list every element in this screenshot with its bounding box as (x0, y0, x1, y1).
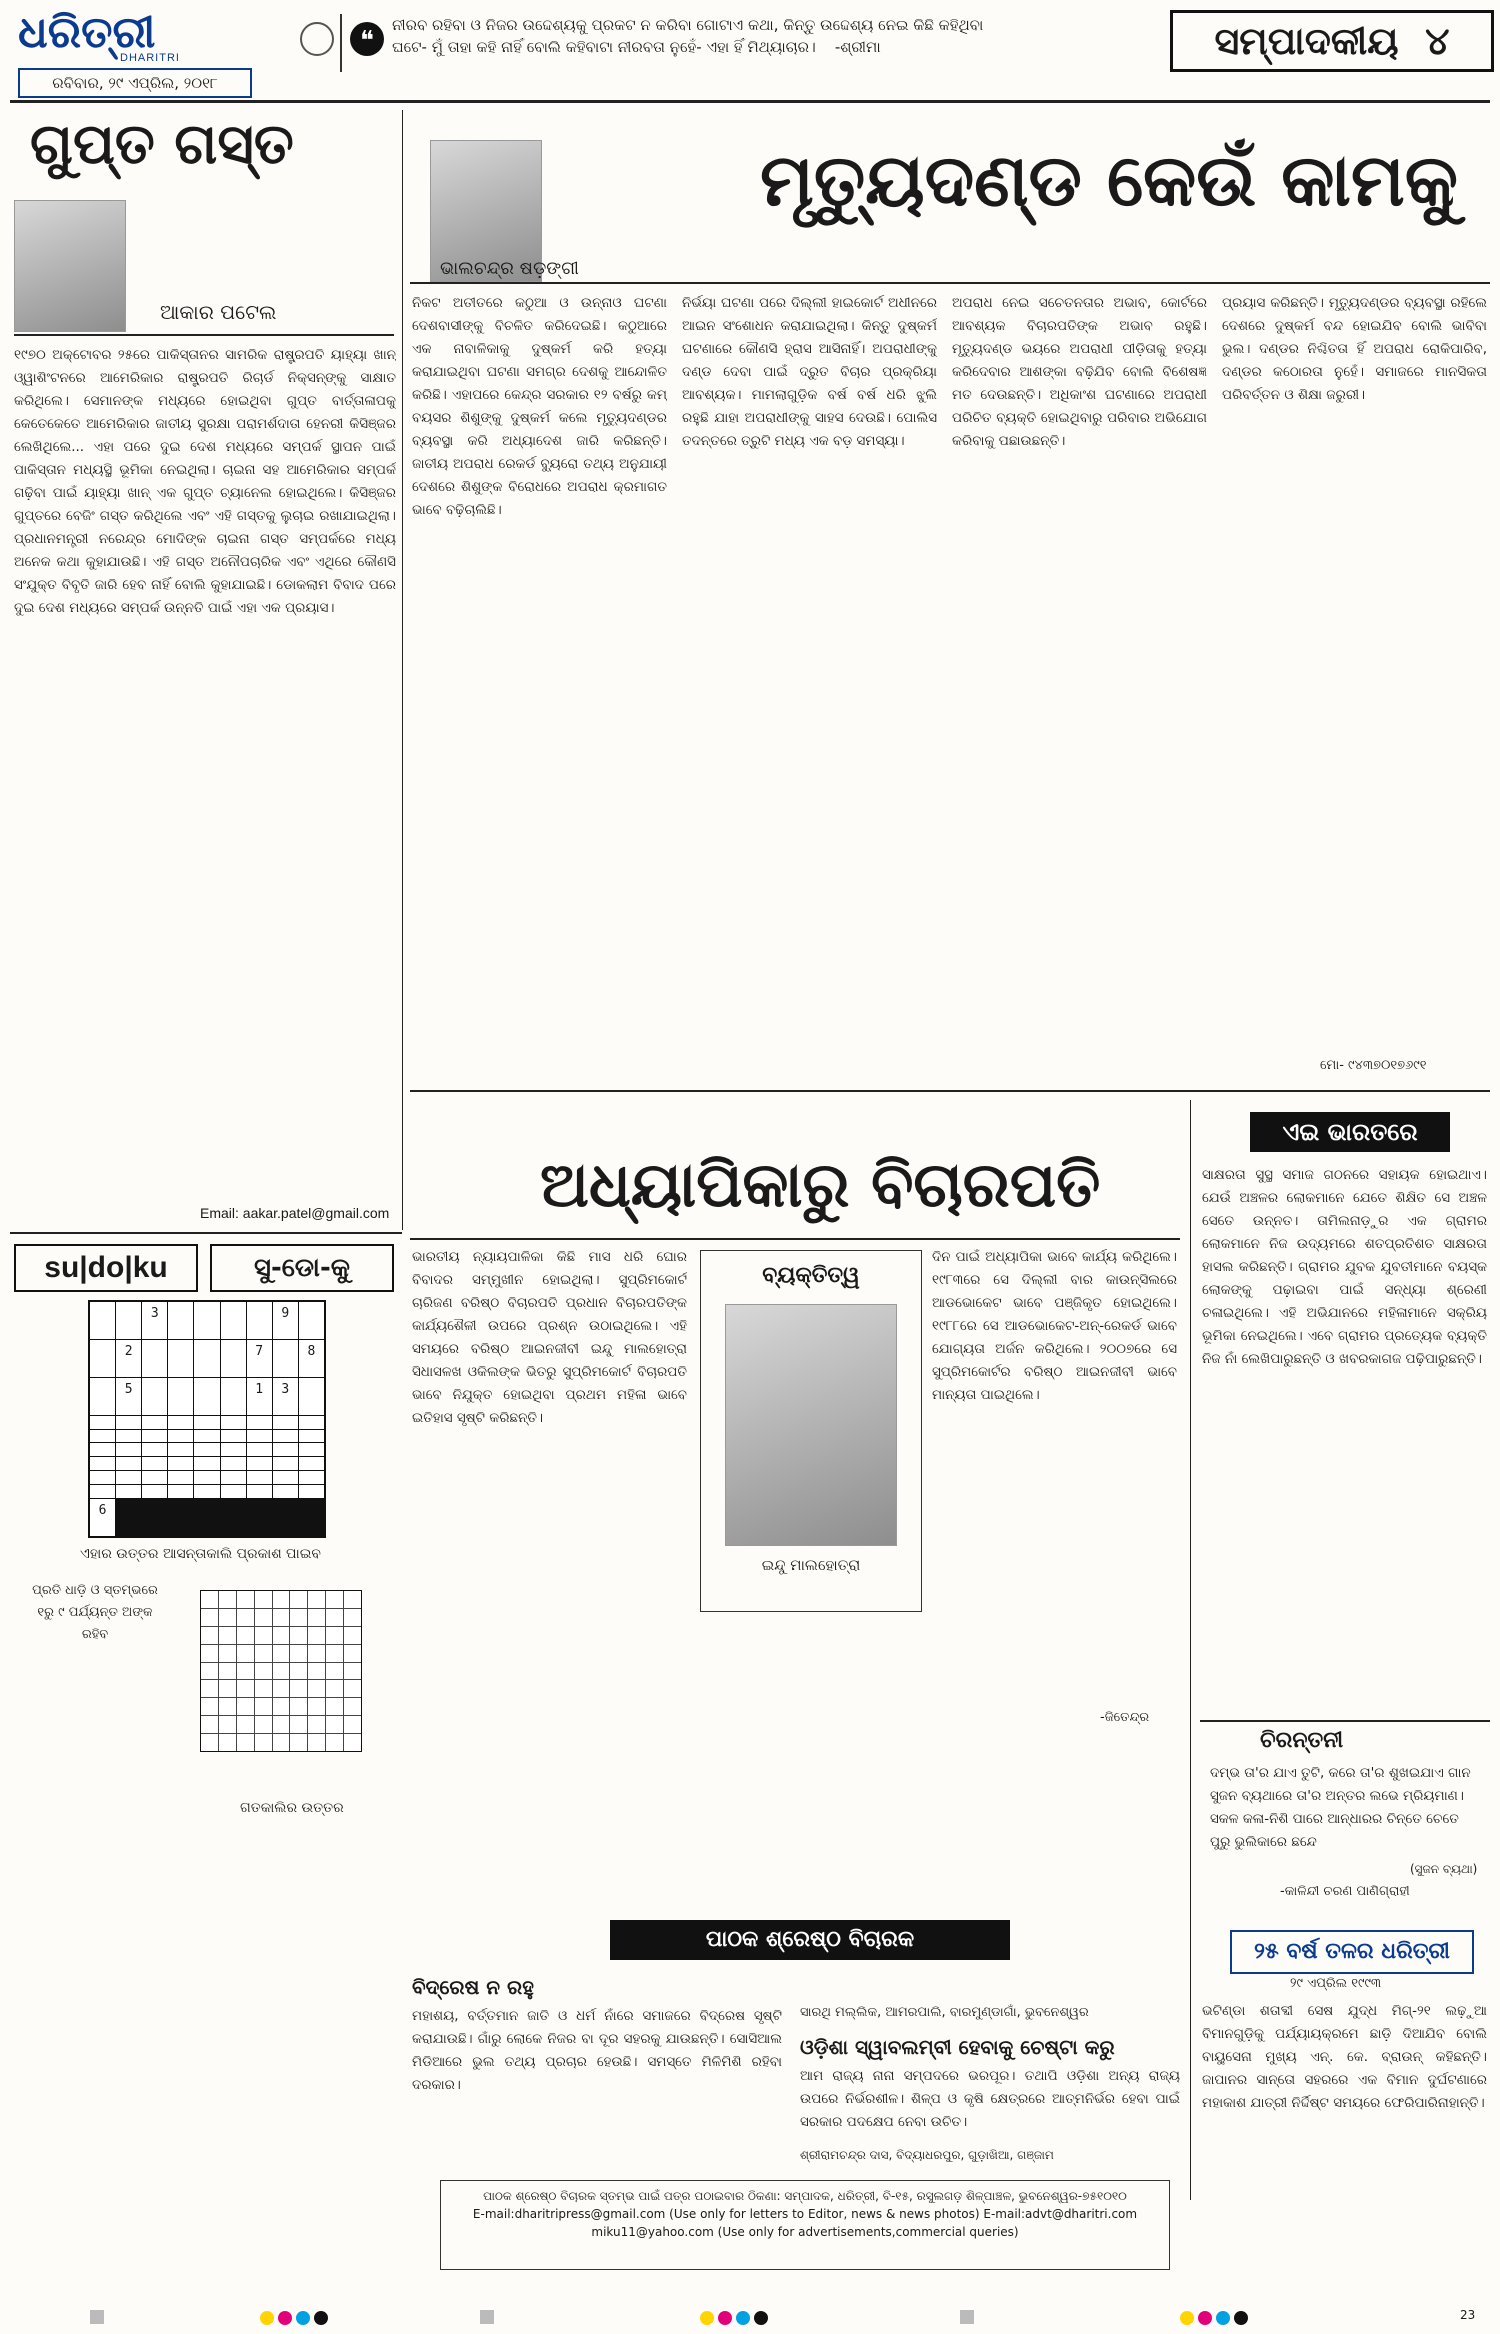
previous-answer-cell (219, 1680, 236, 1697)
letter1-body: ମହାଶୟ, ବର୍ତ୍ତମାନ ଜାତି ଓ ଧର୍ମ ନାଁରେ ସମାଜରେ ବିଦ୍ରେଷ ସୃଷ୍ଟି କରାଯାଉଛି। ଗାଁରୁ ଲୋକେ ନିଜର ବା ଦୂର ସହରକୁ ଯାଉଛନ୍ତି। ସୋସିଆଲ ମିଡିଆରେ ଭୁଲ ତଥ୍ୟ ପ୍ରଚାର ହେଉଛି। ସମସ୍ତେ ମିଳିମିଶି ରହିବା ଦରକାର। (412, 2008, 782, 2093)
previous-answer-cell (344, 1591, 361, 1608)
sudoku-cell[interactable] (168, 1302, 193, 1339)
sudoku-cell[interactable] (90, 1416, 115, 1429)
lead-col-1: ନିକଟ ଅତୀତରେ କଠୁଆ ଓ ଉନ୍ନାଓ ଘଟଣା ଦେଶବାସୀଙ୍କୁ ବିଚଳିତ କରିଦେଇଛି। କଠୁଆରେ ଏକ ନାବାଳିକାକୁ ଦୁଷ୍କର୍ମ କରି ହତ୍ୟା କରାଯାଇଥିବା ଘଟଣା ସମଗ୍ର ଦେଶକୁ ଆନ୍ଦୋଳିତ କରିଛି। ଏହାପରେ କେନ୍ଦ୍ର ସରକାର ୧୨ ବର୍ଷରୁ କମ୍ ବୟସର ଶିଶୁଙ୍କୁ ଦୁଷ୍କର୍ମ କଲେ ମୃତ୍ୟୁଦଣ୍ଡର ବ୍ୟବସ୍ଥା କରି ଅଧ୍ୟାଦେଶ ଜାରି କରିଛନ୍ତି। ଜାତୀୟ ଅପରାଧ ରେକର୍ଡ ବ୍ୟୁରୋ ତଥ୍ୟ ଅନୁଯାୟୀ ଦେଶରେ ଶିଶୁଙ୍କ ବିରୋଧରେ ଅପରାଧ କ୍ରମାଗତ ଭାବେ ବଢ଼ିଚାଲିଛି। (412, 295, 667, 518)
column-body: ୧୯୭୦ ଅକ୍ଟୋବର ୨୫ରେ ପାକିସ୍ତାନର ସାମରିକ ରାଷ୍ଟ୍ରପତି ୟାହ୍ୟା ଖାନ୍ ଓ୍ୱାଶିଂଟନରେ ଆମେରିକାର ରାଷ୍ଟ୍ରପତି ରିଚାର୍ଡ ନିକ୍ସନ୍‌ଙ୍କୁ ସାକ୍ଷାତ କରିଥିଲେ। ସେମାନଙ୍କ ମଧ୍ୟରେ ହୋଇଥିବା ଗୁପ୍ତ ବାର୍ତ୍ତାଳାପକୁ କେତେକେତେ ଆମେରିକାର ଜାତୀୟ ସୁରକ୍ଷା ପରାମର୍ଶଦାତା ହେନରୀ କିସିଞ୍ଜର ଲେଖିଥିଲେ... ଏହା ପରେ ଦୁଇ ଦେଶ ମଧ୍ୟରେ ସମ୍ପର୍କ ସ୍ଥାପନ ପାଇଁ ପାକିସ୍ତାନ ମଧ୍ୟସ୍ଥି ଭୂମିକା ନେଇଥିଲା। ଚାଇନା ସହ ଆମେରିକାର ସମ୍ପର୍କ ଗଢ଼ିବା ପାଇଁ ୟାହ୍ୟା ଖାନ୍ ଏକ ଗୁପ୍ତ ଚ୍ୟାନେଲ ହୋଇଥିଲେ। କିସିଞ୍ଜର ଗୁପ୍ତରେ ବେଜିଂ ଗସ୍ତ କରିଥିଲେ ଏବଂ ଏହି ଗସ୍ତକୁ ଲୁଚାଇ ରଖାଯାଇଥିଲା। ପ୍ରଧାନମନ୍ତ୍ରୀ ନରେନ୍ଦ୍ର ମୋଦିଙ୍କ ଚାଇନା ଗସ୍ତ ସମ୍ପର୍କରେ ମଧ୍ୟ ଅନେକ କଥା କୁହାଯାଉଛି। ଏହି ଗସ୍ତ ଅନୌପଚାରିକ ଏବଂ ଏଥିରେ କୌଣସି ସଂଯୁକ୍ତ ବିବୃତି ଜାରି ହେବ ନାହିଁ ବୋଲି କୁହାଯାଇଛି। ଡୋକଲାମ ବିବାଦ ପରେ ଦୁଇ ଦେଶ ମଧ୍ୟରେ ସମ୍ପର୍କ ଉନ୍ନତି ପାଇଁ ଏହା ଏକ ପ୍ରୟାସ। (14, 347, 396, 616)
quote-line-2: ଘଟେ- ମୁଁ ତାହା କହି ନାହିଁ ବୋଲି କହିବାଟା ନୀରବତା ନୁହେଁ- ଏହା ହିଁ ମିଥ୍ୟାଚାର। (392, 38, 816, 56)
previous-answer-cell (344, 1698, 361, 1715)
sudoku-cell[interactable] (273, 1430, 298, 1443)
previous-answer-cell (273, 1645, 290, 1662)
profile-tag: ବ୍ୟକ୍ତିତ୍ୱ (762, 1263, 860, 1288)
previous-answer-cell (273, 1609, 290, 1626)
sudoku-cell[interactable]: 2 (116, 1340, 141, 1377)
profile-caption: ଇନ୍ଦୁ ମାଲହୋତ୍ରା (761, 1556, 861, 1574)
previous-answer-cell (255, 1716, 272, 1733)
masthead-logo: ଧରିତ୍ରୀ (18, 7, 156, 58)
sudoku-cell[interactable] (273, 1416, 298, 1429)
sudoku-cell[interactable] (221, 1378, 246, 1415)
lead-bottom-rule (410, 1090, 1490, 1092)
previous-answer-cell (326, 1716, 343, 1733)
sudoku-cell[interactable] (90, 1430, 115, 1443)
previous-answer-cell (219, 1663, 236, 1680)
sudoku-cell[interactable] (168, 1378, 193, 1415)
sudoku-cell[interactable]: 1 (247, 1378, 272, 1415)
previous-answer-cell (219, 1734, 236, 1751)
sudoku-cell[interactable] (273, 1457, 298, 1470)
previous-answer-cell (308, 1698, 325, 1715)
quote-line-1: ନୀରବ ରହିବା ଓ ନିଜର ଉଦ୍ଦେଶ୍ୟକୁ ପ୍ରକଟ ନ କରିବା ଗୋଟାଏ କଥା, କିନ୍ତୁ ଉଦ୍ଦେଶ୍ୟ ନେଇ କିଛି କହିଥିବା (392, 16, 984, 34)
sudoku-cell[interactable] (194, 1485, 219, 1498)
chirantani-source: (ସୁଜନ ବ୍ୟଥା) (1410, 1862, 1478, 1876)
previous-answer-cell (237, 1591, 254, 1608)
chirantani-text: ଦମ୍ଭ ତା'ର ଯାଏ ତୁଟି, କରେ ତା'ର ଶୁଖଇଯାଏ ଗାନ ସୁଜନ ବ୍ୟଥାରେ ତା'ର ଅନ୍ତର ଲଭେ ମ୍ରିୟମାଣ। ସକଳ କଳା-ନିଶି ପାରେ ଆନ୍ଧାରର ଚିନ୍ତେ ଚେତେ ପୁରୁ ଭୁଲିକାରେ ଛନ୍ଦେ (1210, 1765, 1471, 1850)
letters-header: ପାଠକ ଶ୍ରେଷ୍ଠ ବିଚାରକ (610, 1920, 1010, 1960)
years-ago-date: ୨୯ ଏପ୍ରିଲ ୧୯୯୩ (1290, 1976, 1382, 1991)
previous-answer-cell (308, 1627, 325, 1644)
sudoku-cell[interactable] (90, 1443, 115, 1456)
years-ago-text: ଭଟିଣ୍ଡା ଶତାବ୍ଦୀ ସେଷ ଯୁଦ୍ଧ ମିଗ୍-୨୧ ଲଢ଼ୁଆ ବିମାନଗୁଡ଼ିକୁ ପର୍ଯ୍ୟାୟକ୍ରମେ ଛାଡ଼ି ଦିଆଯିବ ବୋଲି ବାୟୁସେନା ମୁଖ୍ୟ ଏନ୍. କେ. ବ୍ରାଉନ୍ କହିଛନ୍ତି। ଜାପାନର ସାନ୍ତୋ ସହରରେ ଏକ ବିମାନ ଦୁର୍ଘଟଣାରେ ମହାକାଶ ଯାତ୍ରୀ ନିର୍ଦ୍ଦିଷ୍ଟ ସମୟରେ ଫେରିପାରିନାହାନ୍ତି। (1202, 2003, 1487, 2111)
previous-answer-cell (290, 1716, 307, 1733)
sudoku-cell[interactable] (168, 1471, 193, 1484)
sudoku-answer-hint: ଏହାର ଉତ୍ତର ଆସନ୍ତାକାଲି ପ୍ରକାଶ ପାଇବ (80, 1546, 321, 1562)
lead-contact: ମୋ- ୯୪୩୭୦୧୭୬୯୧ (1320, 1058, 1427, 1073)
wheel-icon (300, 22, 334, 56)
cmyk-dots-center (700, 2310, 772, 2329)
previous-answer-cell (201, 1627, 218, 1644)
previous-answer-cell (237, 1609, 254, 1626)
lead-col-2: ନିର୍ଭୟା ଘଟଣା ପରେ ଦିଲ୍ଲୀ ହାଇକୋର୍ଟ ଅଧୀନରେ ଆଇନ ସଂଶୋଧନ କରାଯାଇଥିଲା। କିନ୍ତୁ ଦୁଷ୍କର୍ମ ଘଟଣାରେ କୌଣସି ହ୍ରାସ ଆସିନାହିଁ। ଅପରାଧୀଙ୍କୁ ଦଣ୍ଡ ଦେବା ପାଇଁ ଦ୍ରୁତ ବିଚାର ପ୍ରକ୍ରିୟା ଆବଶ୍ୟକ। ମାମଲାଗୁଡ଼ିକ ବର୍ଷ ବର୍ଷ ଧରି ଝୁଲି ରହୁଛି ଯାହା ଅପରାଧୀଙ୍କୁ ସାହସ ଦେଉଛି। ପୋଲିସ ତଦନ୍ତରେ ତ୍ରୁଟି ମଧ୍ୟ ଏକ ବଡ଼ ସମସ୍ୟା। (682, 295, 937, 449)
previous-answer-cell (290, 1663, 307, 1680)
previous-answer-cell (290, 1627, 307, 1644)
gray-mark-3 (960, 2310, 974, 2324)
previous-answer-cell (255, 1663, 272, 1680)
column-title: ଗୁପ୍ତ ଗସ୍ତ (30, 112, 294, 177)
sudoku-cell[interactable] (168, 1416, 193, 1429)
sudoku-grid[interactable] (88, 1300, 326, 1538)
quote-icon: ❝ (350, 22, 384, 56)
profile-col-3: ଦିନ ପାଇଁ ଅଧ୍ୟାପିକା ଭାବେ କାର୍ଯ୍ୟ କରିଥିଲେ। ୧୯୮୩ରେ ସେ ଦିଲ୍ଲୀ ବାର କାଉନ୍ସିଲରେ ଆଡଭୋକେଟ ଭାବେ ପଞ୍ଜିକୃତ ହୋଇଥିଲେ। ୧୯୮୮ରେ ସେ ଆଡଭୋକେଟ-ଅନ୍-ରେକର୍ଡ ଭାବେ ଯୋଗ୍ୟତା ଅର୍ଜନ କରିଥିଲେ। ୨୦୦୭ରେ ସେ ସୁପ୍ରିମକୋର୍ଟର ବରିଷ୍ଠ ଆଇନଜୀବୀ ଭାବେ ମାନ୍ୟତା ପାଇଥିଲେ। (932, 1249, 1177, 1403)
sudoku-label-en: su|do|ku (14, 1244, 198, 1292)
previous-answer-cell (237, 1734, 254, 1751)
column-email: Email: aakar.patel@gmail.com (200, 1205, 390, 1221)
previous-answer-cell (290, 1645, 307, 1662)
previous-answer-cell (290, 1734, 307, 1751)
previous-answer-cell (344, 1663, 361, 1680)
sudoku-cell[interactable] (90, 1340, 115, 1377)
sudoku-cell[interactable]: 8 (299, 1340, 324, 1377)
sudoku-cell[interactable] (273, 1485, 298, 1498)
sudoku-rules: ପ୍ରତି ଧାଡ଼ି ଓ ସ୍ତମ୍ଭରେ ୧ରୁ ୯ ପର୍ଯ୍ୟନ୍ତ ଅଙ୍କ ରହିବ (32, 1583, 158, 1642)
sudoku-cell[interactable] (194, 1443, 219, 1456)
sudoku-cell[interactable] (299, 1471, 324, 1484)
column-rule (14, 334, 394, 336)
sudoku-cell[interactable] (221, 1471, 246, 1484)
sudoku-cell[interactable] (299, 1416, 324, 1429)
sidebar-body: ସାକ୍ଷରତା ସୁସ୍ଥ ସମାଜ ଗଠନରେ ସହାୟକ ହୋଇଥାଏ। ଯେଉଁ ଅଞ୍ଚଳର ଲୋକମାନେ ଯେତେ ଶିକ୍ଷିତ ସେ ଅଞ୍ଚଳ ସେତେ ଉନ୍ନତ। ତାମିଲନାଡ଼ୁର ଏକ ଗ୍ରାମର ଲୋକମାନେ ନିଜ ଉଦ୍ୟମରେ ଶତପ୍ରତିଶତ ସାକ୍ଷରତା ହାସଲ କରିଛନ୍ତି। ଗ୍ରାମର ଯୁବକ ଯୁବତୀମାନେ ବୟସ୍କ ଲୋକଙ୍କୁ ପଢ଼ାଇବା ପାଇଁ ସନ୍ଧ୍ୟା ଶ୍ରେଣୀ ଚଳାଇଥିଲେ। ଏହି ଅଭିଯାନରେ ମହିଳାମାନେ ସକ୍ରିୟ ଭୂମିକା ନେଇଥିଲେ। ଏବେ ଗ୍ରାମର ପ୍ରତ୍ୟେକ ବ୍ୟକ୍ତି ନିଜ ନାଁ ଲେଖିପାରୁଛନ୍ତି ଓ ଖବରକାଗଜ ପଢ଼ିପାରୁଛନ୍ତି। (1202, 1167, 1487, 1367)
sudoku-cell[interactable] (299, 1302, 324, 1339)
lead-col-3: ଅପରାଧ ନେଇ ସଚେତନତାର ଅଭାବ, କୋର୍ଟରେ ଆବଶ୍ୟକ ବିଚାରପତିଙ୍କ ଅଭାବ ରହୁଛି। ମୃତ୍ୟୁଦଣ୍ଡ ଭୟରେ ଅପରାଧୀ ପୀଡ଼ିତାକୁ ହତ୍ୟା କରିଦେବାର ଆଶଙ୍କା ବଢ଼ିଯିବ ବୋଲି ବିଶେଷଜ୍ଞ ମତ ଦେଉଛନ୍ତି। ଅଧିକାଂଶ ଘଟଣାରେ ଅପରାଧୀ ପରିଚିତ ବ୍ୟକ୍ତି ହୋଇଥିବାରୁ ପରିବାର ଅଭିଯୋଗ କରିବାକୁ ପଛାଉଛନ୍ତି। (952, 295, 1207, 449)
sudoku-cell[interactable] (142, 1485, 167, 1498)
sudoku-cell[interactable] (116, 1457, 141, 1470)
previous-answer-cell (308, 1591, 325, 1608)
lead-author: ଭାଲଚନ୍ଦ୍ର ଷଡ଼ଙ୍ଗୀ (440, 258, 579, 279)
previous-answer-cell (255, 1591, 272, 1608)
sudoku-cell[interactable] (221, 1443, 246, 1456)
sudoku-cell[interactable] (90, 1457, 115, 1470)
previous-answer-cell (308, 1734, 325, 1751)
previous-answer-cell (344, 1645, 361, 1662)
chirantani-title: ଚିରନ୍ତନୀ (1260, 1728, 1344, 1753)
letter1-sign: ସାରଥି ମଲ୍ଲିକ, ଆମରପାଲି, ବାରମୁଣ୍ଡାଗାଁ, ଭୁବନେଶ୍ୱର (800, 2005, 1089, 2020)
sudoku-cell[interactable]: 3 (273, 1378, 298, 1415)
sudoku-cell[interactable] (247, 1443, 272, 1456)
sudoku-cell[interactable] (116, 1485, 141, 1498)
quote-author: -ଶ୍ରୀମା (834, 38, 881, 56)
sudoku-cell[interactable] (247, 1457, 272, 1470)
sudoku-top-rule (10, 1232, 402, 1234)
previous-answer-cell (326, 1680, 343, 1697)
sudoku-cell[interactable] (273, 1471, 298, 1484)
profile-sign: -ଜିତେନ୍ଦ୍ର (1100, 1710, 1150, 1725)
previous-answer-cell (344, 1627, 361, 1644)
previous-answer-cell (273, 1734, 290, 1751)
previous-answer-cell (308, 1716, 325, 1733)
sudoku-cell[interactable] (221, 1302, 246, 1339)
previous-answer-grid (200, 1590, 362, 1752)
page-number: ୪ (1425, 19, 1450, 63)
previous-answer-cell (344, 1716, 361, 1733)
previous-answer-cell (273, 1680, 290, 1697)
sidebar-rule (1200, 1720, 1490, 1722)
previous-answer-cell (201, 1645, 218, 1662)
sudoku-cell[interactable]: 7 (247, 1340, 272, 1377)
letter2-sign: ଶ୍ରୀରାମଚନ୍ଦ୍ର ଦାସ, ବିଦ୍ୟାଧରପୁର, ଗୁଡ଼ାଖିଆ, ଗଞ୍ଜାମ (800, 2148, 1054, 2162)
sudoku-cell[interactable] (90, 1302, 115, 1339)
letters-address-box (440, 2180, 1170, 2270)
previous-answer-cell (255, 1734, 272, 1751)
sudoku-cell[interactable] (168, 1457, 193, 1470)
previous-answer-cell (219, 1591, 236, 1608)
chirantani-author: -କାଳିନ୍ଦୀ ଚରଣ ପାଣିଗ୍ରାହୀ (1280, 1884, 1410, 1899)
lead-title: ମୃତ୍ୟୁଦଣ୍ଡ କେଉଁ କାମକୁ (760, 138, 1458, 222)
sudoku-cell[interactable] (299, 1457, 324, 1470)
previous-answer-cell (290, 1591, 307, 1608)
previous-answer-cell (308, 1645, 325, 1662)
sudoku-cell[interactable] (194, 1302, 219, 1339)
sudoku-cell[interactable] (221, 1485, 246, 1498)
previous-answer-cell (237, 1716, 254, 1733)
sudoku-cell[interactable] (247, 1416, 272, 1429)
column-separator (402, 110, 403, 1230)
sudoku-cell[interactable] (168, 1340, 193, 1377)
profile-col-1: ଭାରତୀୟ ନ୍ୟାୟପାଳିକା କିଛି ମାସ ଧରି ଘୋର ବିବାଦର ସମ୍ମୁଖୀନ ହୋଇଥିଲା। ସୁପ୍ରିମକୋର୍ଟ ଚାରିଜଣ ବରିଷ୍ଠ ବିଚାରପତି ପ୍ରଧାନ ବିଚାରପତିଙ୍କ କାର୍ଯ୍ୟଶୈଳୀ ଉପରେ ପ୍ରଶ୍ନ ଉଠାଇଥିଲେ। ଏହି ସମୟରେ ବରିଷ୍ଠ ଆଇନଜୀବୀ ଇନ୍ଦୁ ମାଲହୋତ୍ରା ସିଧାସଳଖ ଓକିଲଙ୍କ ଭିତରୁ ସୁପ୍ରିମକୋର୍ଟ ବିଚାରପତି ଭାବେ ନିଯୁକ୍ତ ହୋଇଥିବା ପ୍ରଥମ ମହିଳା ଭାବେ ଇତିହାସ ସୃଷ୍ଟି କରିଛନ୍ତି। (412, 1249, 687, 1426)
previous-answer-cell (201, 1680, 218, 1697)
sudoku-cell[interactable] (299, 1443, 324, 1456)
gray-mark-2 (480, 2310, 494, 2324)
previous-answer-cell (273, 1627, 290, 1644)
previous-answer-cell (344, 1734, 361, 1751)
letters-address: ପାଠକ ଶ୍ରେଷ୍ଠ ବିଚାରକ ସ୍ତମ୍ଭ ପାଇଁ ପତ୍ର ପଠାଇବାର ଠିକଣା: ସମ୍ପାଦକ, ଧରିତ୍ରୀ, ବି-୧୫, ରସୁଲଗଡ଼ ଶିଳ୍ପାଞ୍ଚଳ, ଭୁବନେଶ୍ୱର-୭୫୧୦୧୦ (483, 2189, 1127, 2203)
previous-answer-cell (290, 1680, 307, 1697)
sudoku-cell[interactable] (116, 1430, 141, 1443)
previous-answer-cell (237, 1627, 254, 1644)
previous-answer-cell (201, 1609, 218, 1626)
sudoku-cell[interactable] (247, 1430, 272, 1443)
column-author: ଆକାର ପଟେଲ (160, 300, 277, 324)
previous-answer-cell (326, 1591, 343, 1608)
previous-answer-cell (255, 1627, 272, 1644)
sudoku-cell[interactable] (221, 1430, 246, 1443)
section-title: ସମ୍ପାଦକୀୟ (1214, 19, 1399, 63)
section-header (1170, 10, 1494, 72)
previous-answer-cell (255, 1645, 272, 1662)
sudoku-cell[interactable] (90, 1378, 115, 1415)
previous-answer-cell (255, 1698, 272, 1715)
sudoku-cell[interactable]: 3 (142, 1302, 167, 1339)
previous-answer-cell (201, 1591, 218, 1608)
sudoku-cell[interactable] (142, 1416, 167, 1429)
sudoku-cell[interactable] (299, 1485, 324, 1498)
sudoku-label-or: ସୁ-ଡୋ-କୁ (210, 1244, 394, 1292)
sudoku-cell[interactable] (116, 1416, 141, 1429)
footer-page-number: 23 (1460, 2308, 1476, 2322)
previous-answer-cell (201, 1698, 218, 1715)
sudoku-cell[interactable] (194, 1416, 219, 1429)
sudoku-cell[interactable] (90, 1471, 115, 1484)
sudoku-cell[interactable]: 5 (116, 1378, 141, 1415)
previous-answer-cell (308, 1663, 325, 1680)
profile-title: ଅଧ୍ୟାପିକାରୁ ବିଚାରପତି (540, 1148, 1101, 1221)
sudoku-cell[interactable] (142, 1430, 167, 1443)
sudoku-cell[interactable] (299, 1378, 324, 1415)
previous-answer-cell (201, 1734, 218, 1751)
sudoku-cell[interactable] (247, 1471, 272, 1484)
previous-answer-cell (326, 1645, 343, 1662)
sudoku-cell[interactable] (142, 1340, 167, 1377)
quote-line-2-row (392, 36, 1140, 58)
masthead-divider (10, 100, 1490, 103)
print-marks (0, 2300, 1500, 2334)
previous-answer-cell (290, 1698, 307, 1715)
previous-answer-cell (273, 1716, 290, 1733)
sudoku-cell[interactable] (116, 1302, 141, 1339)
previous-answer-cell (326, 1627, 343, 1644)
sudoku-cell[interactable] (221, 1457, 246, 1470)
sudoku-cell[interactable] (273, 1443, 298, 1456)
sidebar-title: ଏଇ ଭାରତରେ (1250, 1112, 1450, 1152)
sudoku-cell[interactable] (221, 1416, 246, 1429)
previous-answer-cell (255, 1609, 272, 1626)
sudoku-cell[interactable]: 6 (90, 1499, 115, 1536)
sudoku-cell[interactable] (247, 1302, 272, 1339)
previous-answer-cell (219, 1716, 236, 1733)
previous-answer-cell (201, 1716, 218, 1733)
letters-emails: E-mail:dharitripress@gmail.com (Use only for letters to Editor, news & news photos) E-mail:advt@dharitri.com (472, 2207, 1138, 2221)
previous-answer-cell (255, 1680, 272, 1697)
previous-answer-cell (326, 1698, 343, 1715)
sudoku-cell[interactable] (194, 1457, 219, 1470)
profile-photo (725, 1304, 897, 1546)
previous-answer-cell (219, 1609, 236, 1626)
sidebar-separator (1190, 1100, 1191, 2200)
previous-answer-cell (219, 1698, 236, 1715)
sudoku-cell[interactable] (116, 1443, 141, 1456)
previous-answer-label: ଗତକାଲିର ଉତ୍ତର (240, 1800, 344, 1816)
sudoku-cell[interactable] (194, 1471, 219, 1484)
previous-answer-cell (237, 1663, 254, 1680)
sudoku-cell[interactable] (194, 1340, 219, 1377)
previous-answer-cell (237, 1680, 254, 1697)
sudoku-cell[interactable] (168, 1443, 193, 1456)
cmyk-dots-left (260, 2310, 332, 2329)
letters-emails-ads: miku11@yahoo.com (Use only for advertisements,commercial queries) (591, 2225, 1019, 2239)
sudoku-cell[interactable] (142, 1443, 167, 1456)
previous-answer-cell (273, 1698, 290, 1715)
sudoku-cell[interactable] (142, 1457, 167, 1470)
previous-answer-cell (219, 1645, 236, 1662)
lead-col-4: ପ୍ରୟାସ କରିଛନ୍ତି। ମୃତ୍ୟୁଦଣ୍ଡର ବ୍ୟବସ୍ଥା ରହିଲେ ଦେଶରେ ଦୁଷ୍କର୍ମ ବନ୍ଦ ହୋଇଯିବ ବୋଲି ଭାବିବା ଭୁଲ। ଦଣ୍ଡର ନିଶ୍ଚିତତା ହିଁ ଅପରାଧ ରୋକିପାରିବ, ଦଣ୍ଡର କଠୋରତା ନୁହେଁ। ସମାଜରେ ମାନସିକତା ପରିବର୍ତ୍ତନ ଓ ଶିକ୍ଷା ଜରୁରୀ। (1222, 295, 1487, 403)
letter1-title: ବିଦ୍ରେଷ ନ ରହୁ (412, 1975, 534, 1999)
author-photo (14, 200, 126, 332)
sudoku-cell[interactable] (168, 1485, 193, 1498)
letter2-body: ଆମ ରାଜ୍ୟ ନାନା ସମ୍ପଦରେ ଭରପୂର। ତଥାପି ଓଡ଼ିଶା ଅନ୍ୟ ରାଜ୍ୟ ଉପରେ ନିର୍ଭରଶୀଳ। ଶିଳ୍ପ ଓ କୃଷି କ୍ଷେତ୍ରରେ ଆତ୍ମନିର୍ଭର ହେବା ପାଇଁ ସରକାର ପଦକ୍ଷେପ ନେବା ଉଚିତ। (800, 2068, 1180, 2130)
sudoku-cell[interactable] (142, 1471, 167, 1484)
sudoku-cell[interactable] (168, 1430, 193, 1443)
previous-answer-cell (344, 1609, 361, 1626)
sudoku-cell[interactable] (247, 1485, 272, 1498)
sudoku-cell[interactable] (221, 1340, 246, 1377)
sudoku-cell[interactable] (194, 1378, 219, 1415)
gray-mark (90, 2310, 104, 2324)
sudoku-cell[interactable] (273, 1340, 298, 1377)
profile-box (700, 1250, 922, 1612)
profile-rule (410, 1238, 1180, 1240)
previous-answer-cell (237, 1698, 254, 1715)
previous-answer-cell (201, 1663, 218, 1680)
previous-answer-cell (237, 1645, 254, 1662)
letter2-title: ଓଡ଼ିଶା ସ୍ୱାବଲମ୍ବୀ ହେବାକୁ ଚେଷ୍ଟା କରୁ (800, 2035, 1115, 2059)
previous-answer-cell (219, 1627, 236, 1644)
sudoku-cell[interactable] (142, 1378, 167, 1415)
sudoku-cell[interactable] (116, 1471, 141, 1484)
sudoku-cell[interactable] (90, 1485, 115, 1498)
previous-answer-cell (273, 1663, 290, 1680)
lead-rule (410, 282, 1490, 284)
previous-answer-cell (326, 1734, 343, 1751)
years-ago-title: ୨୫ ବର୍ଷ ତଳର ଧରିତ୍ରୀ (1230, 1930, 1474, 1974)
previous-answer-cell (308, 1609, 325, 1626)
sudoku-cell[interactable] (194, 1430, 219, 1443)
cmyk-dots-right (1180, 2310, 1252, 2329)
masthead-subtitle: DHARITRI (120, 52, 180, 64)
previous-answer-cell (273, 1591, 290, 1608)
sudoku-cell[interactable]: 9 (273, 1302, 298, 1339)
previous-answer-cell (344, 1680, 361, 1697)
previous-answer-cell (308, 1680, 325, 1697)
sudoku-cell[interactable] (299, 1430, 324, 1443)
thought-of-day (340, 14, 1140, 72)
previous-answer-cell (326, 1609, 343, 1626)
previous-answer-cell (326, 1663, 343, 1680)
previous-answer-cell (290, 1609, 307, 1626)
issue-date: ରବିବାର, ୨୯ ଏପ୍ରିଲ, ୨୦୧୮ (18, 68, 252, 98)
